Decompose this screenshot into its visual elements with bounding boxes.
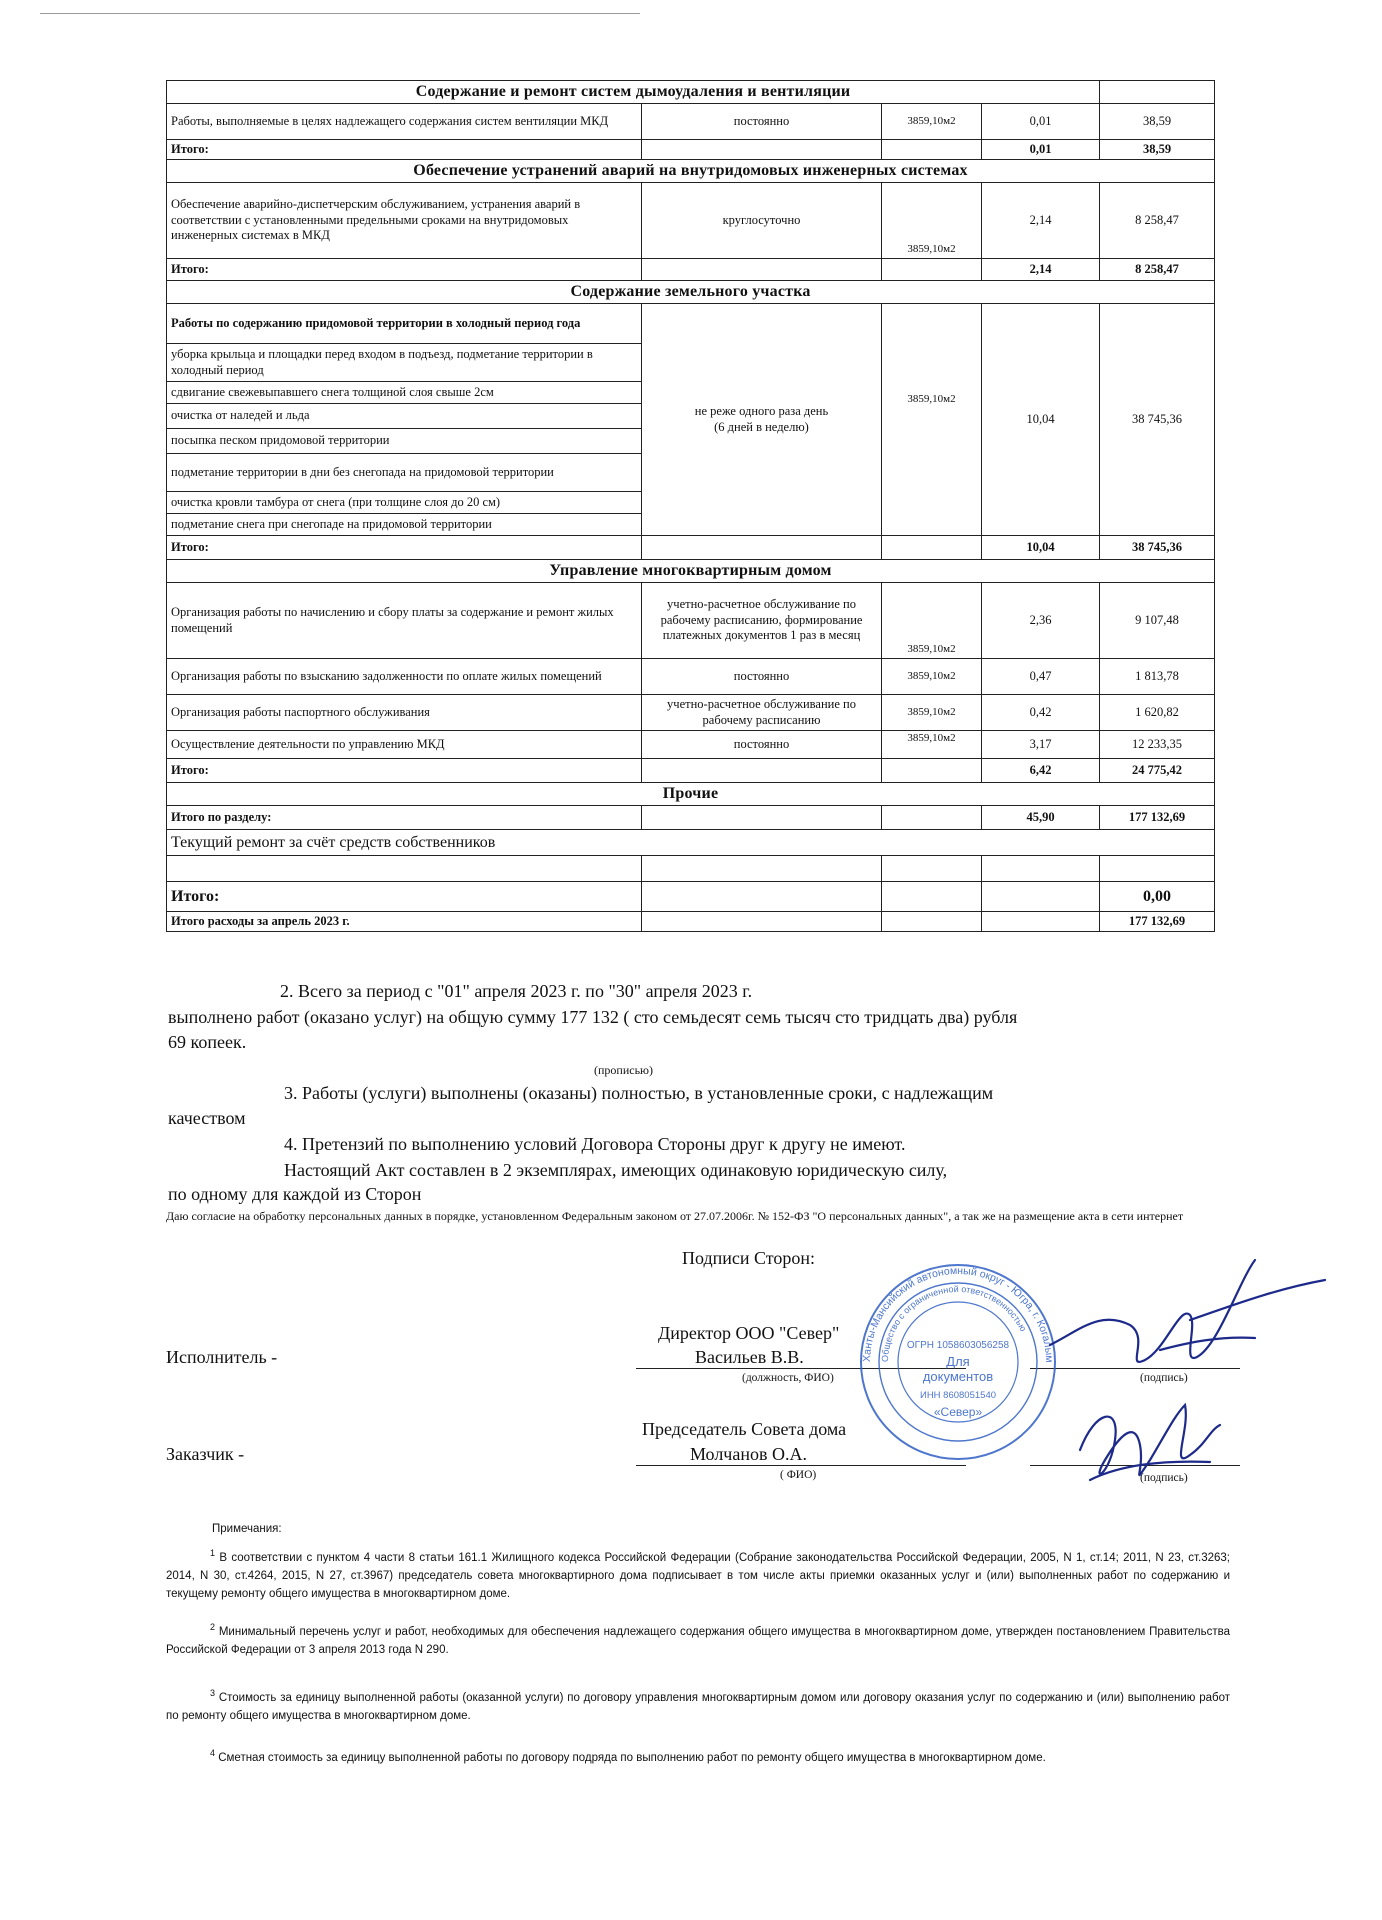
work-period: постоянно (642, 659, 882, 695)
table-row (167, 583, 1215, 659)
table-row (167, 695, 1215, 731)
work-area: 3859,10м2 (882, 183, 982, 259)
section-title: Прочие (167, 783, 1215, 806)
section-header-row (167, 783, 1215, 806)
total-row (167, 759, 1215, 783)
section-header-row (167, 160, 1215, 183)
work-area: 3859,10м2 (882, 695, 982, 731)
customer-caption: ( ФИО) (780, 1469, 817, 1481)
note-2 (166, 1618, 1230, 1659)
note-2-text: Минимальный перечень услуг и работ, необходимых для обеспечения надлежащего содержания общего имущества в многоквартирном доме, утвержден постановлением Правительства Российской Федерации от 3 апреля 2013 года N 290. (166, 1625, 1230, 1656)
section-title: Обеспечение устранений аварий на внутридомовых инженерных системах (167, 160, 1215, 183)
section-title: Управление многоквартирным домом (167, 560, 1215, 583)
paragraph-4: 4. Претензий по выполнению условий Договора Стороны друг к другу не имеют. (284, 1134, 906, 1154)
work-name: Организация работы по взысканию задолженности по оплате жилых помещений (167, 659, 642, 695)
work-sum: 8 258,47 (1100, 183, 1215, 259)
work-period: не реже одного раза день (6 дней в неделю) (642, 304, 882, 536)
total-sum: 8 258,47 (1100, 259, 1215, 281)
work-area: 3859,10м2 (882, 304, 982, 536)
work-sum: 1 620,82 (1100, 695, 1215, 731)
section-header-row (167, 281, 1215, 304)
repair-total-label: Итого: (167, 882, 642, 912)
table-row (167, 830, 1215, 856)
work-item: подметание территории в дни без снегопада на придомовой территории (167, 454, 642, 492)
propisyu-caption: (прописью) (594, 1063, 654, 1077)
section-total-label: Итого по разделу: (167, 806, 642, 830)
table-row (167, 304, 1215, 344)
customer-sign-caption: (подпись) (1140, 1472, 1188, 1484)
executor-name: Васильев В.В. (695, 1347, 804, 1367)
work-item: очистка от наледей и льда (167, 404, 642, 429)
notes-title: Примечания: (212, 1523, 282, 1535)
total-label: Итого: (167, 259, 642, 281)
paragraph-3-line-1: 3. Работы (услуги) выполнены (оказаны) полностью, в установленные сроки, с надлежащим (284, 1083, 994, 1103)
stamp-ogrn: ОГРН 1058603056258 (906, 1340, 1010, 1351)
work-name: Работы, выполняемые в целях надлежащего содержания систем вентиляции МКД (167, 104, 642, 140)
consent-text: Даю согласие на обработку персональных данных в порядке, установленном Федеральным законом от 27.07.2006г. № 152-ФЗ "О персональных данных", а так же на размещение акта в сети интернет (166, 1209, 1184, 1223)
work-rate: 3,17 (982, 731, 1100, 759)
note-3-text: Стоимость за единицу выполненной работы (оказанной услуги) по договору управления многоквартирным домом или договору оказания услуг по содержанию и (или) выполнению работ по ремонту общего имущества в многоквартирном доме. (166, 1691, 1230, 1722)
stamp-inn: ИНН 8608051540 (919, 1390, 997, 1401)
total-sum: 24 775,42 (1100, 759, 1215, 783)
total-sum: 38,59 (1100, 140, 1215, 160)
total-row (167, 259, 1215, 281)
work-item: очистка кровли тамбура от снега (при толщине слоя до 20 см) (167, 492, 642, 514)
total-row (167, 536, 1215, 560)
month-total-label: Итого расходы за апрель 2023 г. (167, 912, 642, 932)
work-sum: 12 233,35 (1100, 731, 1215, 759)
section-header-row (167, 560, 1215, 583)
repair-total-sum: 0,00 (1100, 882, 1215, 912)
work-name: Организация работы паспортного обслуживания (167, 695, 642, 731)
executor-position: Директор ООО "Север" (658, 1323, 840, 1343)
table-row (167, 731, 1215, 759)
stamp-ring-text: Общество с ограниченной ответственностью (879, 1283, 1029, 1363)
paragraph-3-line-2: качеством (168, 1108, 246, 1128)
work-rate: 0,01 (982, 104, 1100, 140)
group-label: Работы по содержанию придомовой территории в холодный период года (167, 304, 642, 344)
table-row (167, 856, 1215, 882)
total-sum: 38 745,36 (1100, 536, 1215, 560)
work-period: учетно-расчетное обслуживание по рабочему расписанию, формирование платежных документов 1 раз в месяц (642, 583, 882, 659)
stamp-outer-text: Ханты-Мансийский автономный округ - Югра, г. Когалым (860, 1264, 1056, 1363)
work-item: уборка крыльца и площадки перед входом в подъезд, подметание территории в холодный период (167, 344, 642, 382)
work-sum: 1 813,78 (1100, 659, 1215, 695)
stamp-center-2: документов (922, 1369, 994, 1384)
work-rate: 0,47 (982, 659, 1100, 695)
total-rate: 10,04 (982, 536, 1100, 560)
paragraph-2-line-2: выполнено работ (оказано услуг) на общую сумму 177 132 ( сто семьдесят семь тысяч сто тридцать два) рубля (168, 1007, 1018, 1027)
total-rate: 2,14 (982, 259, 1100, 281)
total-row (167, 912, 1215, 932)
stamp-name: «Север» (933, 1405, 983, 1419)
total-rate: 0,01 (982, 140, 1100, 160)
note-1 (166, 1544, 1230, 1603)
repair-label: Текущий ремонт за счёт средств собственников (167, 830, 1215, 856)
total-label: Итого: (167, 536, 642, 560)
work-name: Обеспечение аварийно-диспетчерским обслуживанием, устранения аварий в соответствии с установленными предельными сроками на внутридомовых инженерных системах в МКД (167, 183, 642, 259)
work-period: постоянно (642, 731, 882, 759)
work-sum: 38,59 (1100, 104, 1215, 140)
work-area: 3859,10м2 (882, 583, 982, 659)
executor-signature-icon (1040, 1250, 1330, 1390)
work-area: 3859,10м2 (882, 659, 982, 695)
company-seal-stamp (858, 1262, 1058, 1462)
total-row (167, 806, 1215, 830)
customer-signature-icon (1060, 1390, 1230, 1500)
work-period: круглосуточно (642, 183, 882, 259)
executor-caption: (должность, ФИО) (742, 1372, 834, 1384)
total-row (167, 140, 1215, 160)
total-rate: 6,42 (982, 759, 1100, 783)
note-2-marker: 2 (210, 1622, 216, 1632)
work-name: Осуществление деятельности по управлению МКД (167, 731, 642, 759)
work-item: посыпка песком придомовой территории (167, 429, 642, 454)
work-period: учетно-расчетное обслуживание по рабочему расписанию (642, 695, 882, 731)
customer-name: Молчанов О.А. (690, 1444, 807, 1464)
executor-sign-caption: (подпись) (1140, 1372, 1188, 1384)
customer-position: Председатель Совета дома (642, 1419, 847, 1439)
total-row (167, 882, 1215, 912)
paragraph-2-line-3: 69 копеек. (168, 1032, 247, 1052)
paragraph-2-line-1: 2. Всего за период с "01" апреля 2023 г. по "30" апреля 2023 г. (280, 981, 753, 1001)
section-title: Содержание и ремонт систем дымоудаления и вентиляции (167, 81, 1100, 104)
signatures-title: Подписи Сторон: (682, 1248, 816, 1268)
table-row (167, 659, 1215, 695)
section-total-rate: 45,90 (982, 806, 1100, 830)
stamp-center-1: Для (946, 1354, 970, 1369)
section-total-sum: 177 132,69 (1100, 806, 1215, 830)
work-item: подметание снега при снегопаде на придомовой территории (167, 514, 642, 536)
note-3-marker: 3 (210, 1688, 216, 1698)
section-header-row (167, 81, 1215, 104)
executor-label: Исполнитель - (166, 1347, 278, 1367)
work-item: сдвигание свежевыпавшего снега толщиной слоя свыше 2см (167, 382, 642, 404)
note-3 (166, 1684, 1230, 1725)
work-sum: 9 107,48 (1100, 583, 1215, 659)
work-rate: 10,04 (982, 304, 1100, 536)
works-table (166, 80, 1215, 932)
customer-label: Заказчик - (166, 1444, 245, 1464)
paragraph-5-line-2: по одному для каждой из Сторон (168, 1184, 422, 1204)
note-4-text: Сметная стоимость за единицу выполненной работы по договору подряда по выполнению работ по ремонту общего имущества в многоквартирном доме. (218, 1751, 1046, 1764)
note-4-marker: 4 (210, 1748, 216, 1758)
work-period: постоянно (642, 104, 882, 140)
note-4 (166, 1744, 1230, 1767)
work-rate: 0,42 (982, 695, 1100, 731)
paragraph-5-line-1: Настоящий Акт составлен в 2 экземплярах, имеющих одинаковую юридическую силу, (284, 1160, 948, 1180)
work-sum: 38 745,36 (1100, 304, 1215, 536)
note-1-text: В соответствии с пунктом 4 части 8 статьи 161.1 Жилищного кодекса Российской Федерации (Собрание законодательства Российской Федерации, 2005, N 1, ст.14; 2011, N 23, ст.3263; 2014, N 30, ст.4264, 2015, N 27, ст.3967) председатель совета многоквартирного дома подписывает в том числе акты приемки оказанных услуг и (или) выполненных работ по содержанию и текущему ремонту общего имущества в многоквартирном доме. (166, 1551, 1230, 1600)
work-name: Организация работы по начислению и сбору платы за содержание и ремонт жилых помещений (167, 583, 642, 659)
work-rate: 2,36 (982, 583, 1100, 659)
total-label: Итого: (167, 140, 642, 160)
table-row (167, 183, 1215, 259)
top-rule (40, 13, 640, 14)
work-rate: 2,14 (982, 183, 1100, 259)
table-row (167, 104, 1215, 140)
section-title: Содержание земельного участка (167, 281, 1215, 304)
month-total-sum: 177 132,69 (1100, 912, 1215, 932)
note-1-marker: 1 (210, 1548, 216, 1558)
work-area: 3859,10м2 (882, 731, 982, 759)
total-label: Итого: (167, 759, 642, 783)
customer-name-line (636, 1465, 966, 1466)
work-area: 3859,10м2 (882, 104, 982, 140)
